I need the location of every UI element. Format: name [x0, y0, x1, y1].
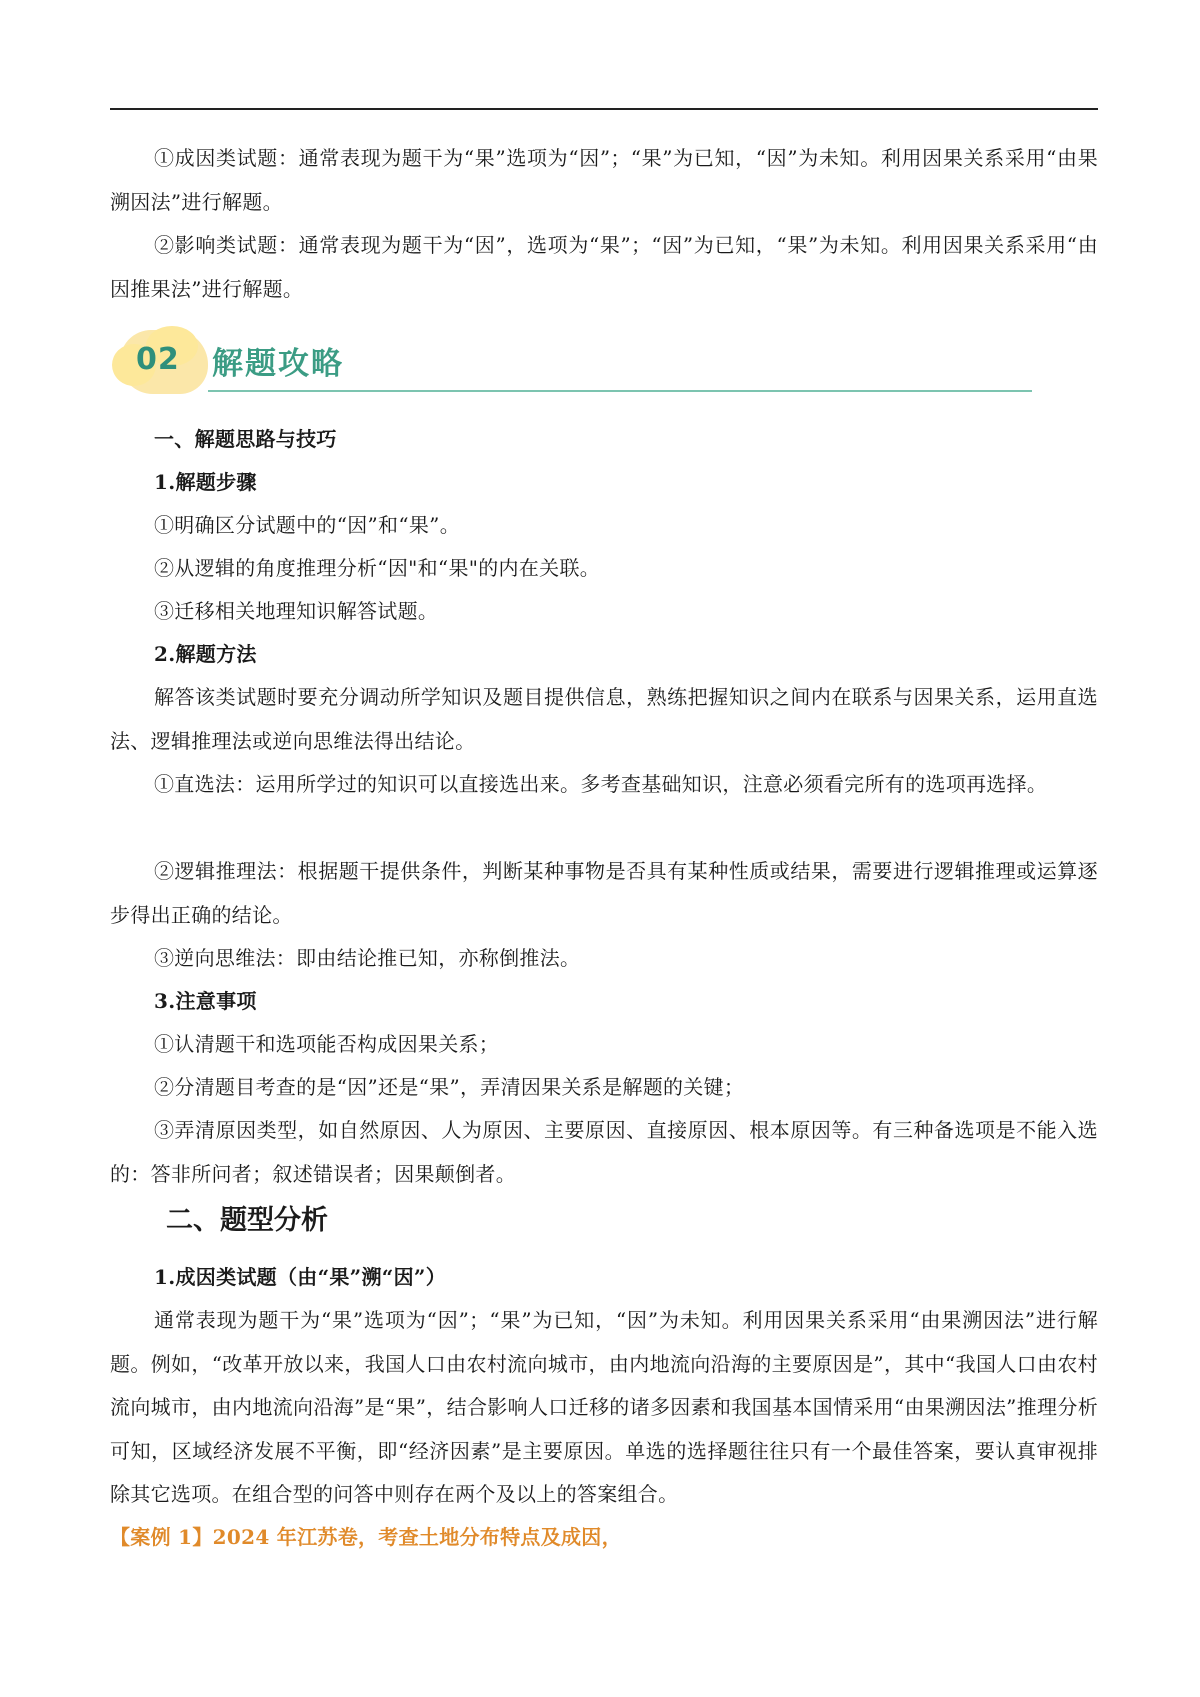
- case-1-label: 【案例 1】2024 年江苏卷，考查土地分布特点及成因，: [110, 1525, 622, 1549]
- method-item: ①直选法：运用所学过的知识可以直接选出来。多考查基础知识，注意必须看完所有的选项再选择。: [154, 772, 1048, 796]
- banner-underline: [208, 390, 1032, 392]
- methods-heading: 2.解题方法: [154, 642, 257, 666]
- method-item: ②逻辑推理法：根据题干提供条件，判断某种事物是否具有某种性质或结果，需要进行逻辑推理或运算逐步得出正确的结论。: [110, 859, 1098, 927]
- part1-heading: 一、解题思路与技巧: [154, 427, 337, 451]
- methods-intro: 解答该类试题时要充分调动所学知识及题目提供信息，熟练把握知识之间内在联系与因果关系，运用直选法、逻辑推理法或逆向思维法得出结论。: [110, 685, 1098, 753]
- section-title: 解题攻略: [212, 346, 344, 382]
- sub1-body: 通常表现为题干为“果”选项为“因”；“果”为已知，“因”为未知。利用因果关系采用“由果溯因法”进行解题。例如，“改革开放以来，我国人口由农村流向城市，由内地流向沿海的主要原因是”，其中“我国人口由农村流向城市，由内地流向沿海”是“果”，结合影响人口迁移的诸多因素和我国基本国情采用“由果溯因法”推理分析可知，区域经济发展不平衡，即“经济因素”是主要原因。单选的选择题往往只有一个最佳答案，要认真审视排除其它选项。在组合型的问答中则存在两个及以上的答案组合。: [110, 1308, 1098, 1506]
- note-item: ①认清题干和选项能否构成因果关系；: [154, 1032, 500, 1056]
- step-item: ①明确区分试题中的“因”和“果”。: [154, 513, 460, 537]
- steps-heading: 1.解题步骤: [154, 470, 257, 494]
- part2-heading: 二、题型分析: [166, 1205, 328, 1236]
- section-banner: [112, 322, 1032, 402]
- header-rule: [110, 108, 1098, 110]
- method-item: ③逆向思维法：即由结论推已知，亦称倒推法。: [154, 946, 581, 970]
- note-item: ③弄清原因类型，如自然原因、人为原因、主要原因、直接原因、根本原因等。有三种备选项是不能入选的：答非所问者；叙述错误者；因果颠倒者。: [110, 1118, 1098, 1186]
- section-number: 02: [136, 342, 180, 377]
- intro-paragraph-2: ②影响类试题：通常表现为题干为“因”，选项为“果”；“因”为已知，“果”为未知。利用因果关系采用“由因推果法”进行解题。: [110, 233, 1098, 301]
- step-item: ②从逻辑的角度推理分析“因"和“果"的内在关联。: [154, 556, 601, 580]
- note-item: ②分清题目考查的是“因”还是“果”，弄清因果关系是解题的关键；: [154, 1075, 745, 1099]
- sub1-heading: 1.成因类试题（由“果”溯“因”）: [154, 1265, 446, 1289]
- intro-paragraph-1: ①成因类试题：通常表现为题干为“果”选项为“因”；“果”为已知，“因”为未知。利用因果关系采用“由果溯因法”进行解题。: [110, 146, 1098, 214]
- step-item: ③迁移相关地理知识解答试题。: [154, 599, 439, 623]
- notes-heading: 3.注意事项: [154, 989, 257, 1013]
